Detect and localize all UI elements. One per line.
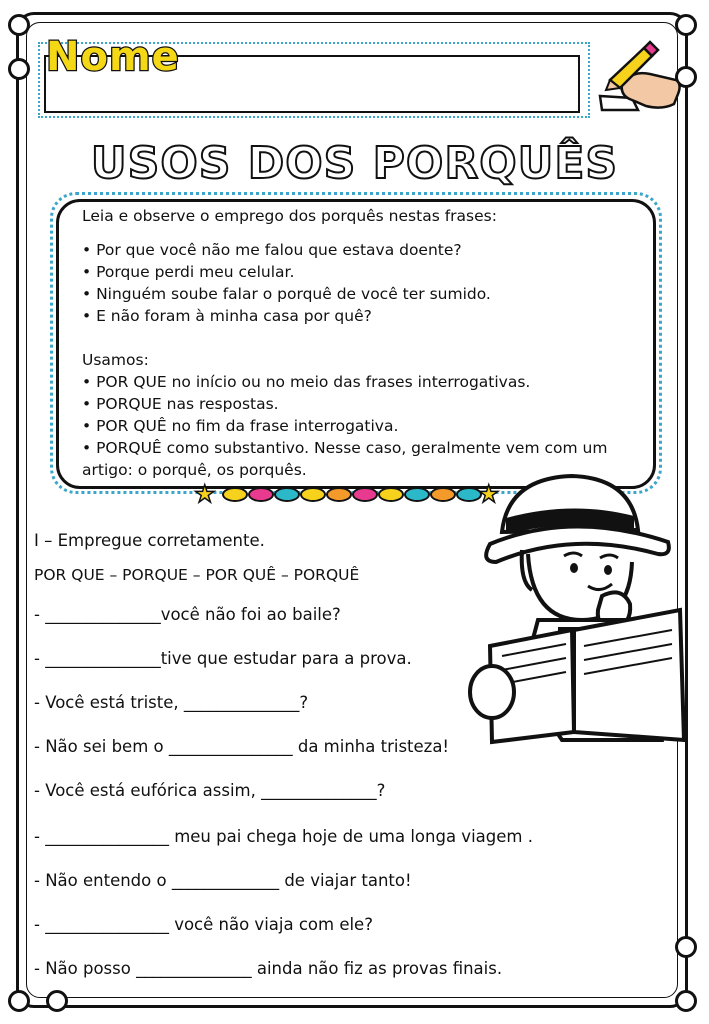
usage-line: • POR QUE no início ou no meio das frases interrogativas. [82, 373, 531, 391]
exercise-instruction: I – Empregue corretamente. [34, 531, 265, 550]
bead [430, 487, 456, 502]
usage-line: • PORQUE nas respostas. [82, 395, 279, 413]
corner-curl [675, 936, 697, 958]
star-icon: ★ [194, 480, 216, 508]
page-title: USOS DOS PORQUÊS [90, 138, 619, 189]
exercise-line: - Não entendo o _____________ de viajar tanto! [34, 871, 412, 890]
exercise-line: - Você está eufórica assim, ______________? [34, 781, 386, 800]
corner-curl [675, 14, 697, 36]
corner-curl [675, 990, 697, 1012]
usage-line: • POR QUÊ no fim da frase interrogativa. [82, 417, 399, 435]
exercise-line: - ______________tive que estudar para a prova. [34, 649, 412, 668]
bead [248, 487, 274, 502]
boy-reading-illustration [462, 470, 690, 750]
exercise-line: - Não posso ______________ ainda não fiz as provas finais. [34, 959, 503, 978]
bead [326, 487, 352, 502]
bead [222, 487, 248, 502]
exercise-options: POR QUE – PORQUE – POR QUÊ – PORQUÊ [34, 566, 360, 584]
bead [300, 487, 326, 502]
exercise-line: - ______________você não foi ao baile? [34, 605, 341, 624]
info-intro: Leia e observe o emprego dos porquês nestas frases: [82, 207, 497, 225]
star-icon: ★ [478, 480, 500, 508]
example-line: • Ninguém soube falar o porquê de você ter sumido. [82, 285, 491, 303]
corner-curl [8, 58, 30, 80]
usage-line: • PORQUÊ como substantivo. Nesse caso, geralmente vem com um artigo: o porquê, os porquês. [82, 439, 608, 479]
example-line: • E não foram à minha casa por quê? [82, 307, 372, 325]
info-text [82, 205, 642, 481]
corner-curl [8, 990, 30, 1012]
bead [404, 487, 430, 502]
exercise-line: - _______________ meu pai chega hoje de uma longa viagem . [34, 827, 533, 846]
exercise-line: - Não sei bem o _______________ da minha tristeza! [34, 737, 450, 756]
pencil-hand-icon [592, 40, 684, 114]
bead [274, 487, 300, 502]
exercise-line: - _______________ você não viaja com ele? [34, 915, 373, 934]
example-line: • Porque perdi meu celular. [82, 263, 295, 281]
bead [352, 487, 378, 502]
example-line: • Por que você não me falou que estava doente? [82, 241, 462, 259]
corner-curl [8, 14, 30, 36]
usage-title: Usamos: [82, 351, 149, 369]
bead-decoration [194, 482, 500, 510]
bead [378, 487, 404, 502]
name-label: Nome [46, 34, 180, 80]
exercise-line: - Você está triste, ______________? [34, 693, 309, 712]
corner-curl [46, 990, 68, 1012]
